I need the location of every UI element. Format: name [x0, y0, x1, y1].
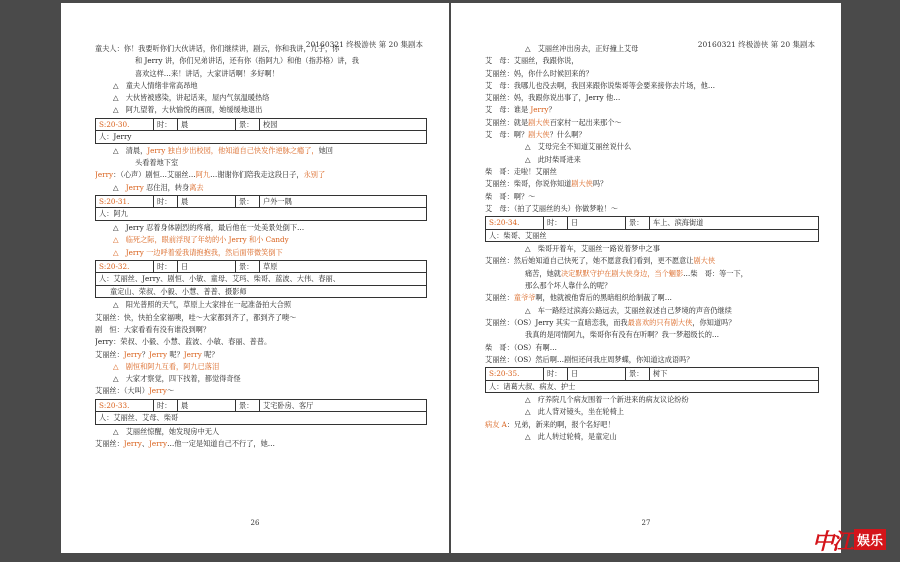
cast-row: [96, 412, 426, 424]
continuation-line: 我真的是同情阿九，柴哥你有没有在听啊？我一梦超级长的…: [525, 330, 720, 340]
watermark-logo: [812, 525, 886, 556]
highlight-text: 离去: [189, 182, 204, 192]
scene-location: 艾宅卧房、客厅: [263, 400, 314, 410]
dialogue-line: 艾 母：我哪儿也没去啊，我回来跟你说柴哥等会要来接你去片场，他…: [485, 80, 716, 90]
scene-row: [486, 368, 818, 381]
dialogue-line: [485, 117, 819, 129]
scene-cast: 人：诸葛大叔、病友、护士: [489, 381, 576, 391]
scene-cast: 人：Jerry: [99, 132, 132, 142]
cast-row: [96, 131, 426, 143]
scene-heading-table: [95, 399, 427, 425]
place-label: 景：: [236, 261, 260, 273]
continuation-line: 头看着地下室: [135, 158, 179, 168]
action-line: △ 此人转过轮椅，是童定山: [525, 432, 617, 442]
scene-cast: 人：艾丽丝、Jerry、剧恒、小敏、童母、艾玛、柴哥、蓝波、大伟、春丽、: [99, 274, 340, 284]
text-run: 吗？: [592, 179, 608, 189]
scene-time: 日: [178, 261, 236, 273]
dialogue-line: 柴 哥：啊？～: [485, 191, 536, 201]
place-label: 景：: [626, 368, 650, 380]
dialogue-line: 童夫人：你！我要听你们大伙讲话，你们继续讲，剧云，你和我讲，儿子，你: [95, 44, 340, 53]
text-run: ？: [141, 349, 150, 359]
action-line: △ 阿九望着，大伙愉悦的画面，她缓缓地退出: [113, 105, 263, 115]
scene-location: 树下: [653, 369, 668, 379]
dialogue-line: 艾 母：（拍了艾丽丝的头）你做梦啦！～: [485, 203, 618, 213]
time-label: 时：: [154, 261, 178, 273]
scene-number: S:20-34.: [486, 217, 544, 229]
dialogue-line: [95, 438, 427, 450]
text-run: 艾 母：谁是: [485, 105, 531, 115]
page-body: [485, 43, 819, 443]
dialogue-line: 艾丽丝：快，快拍全家福噢，哇～大家都到齐了，都到齐了噢～: [95, 312, 297, 322]
page-header: 20160321 终极游侠 第 20 集剧本: [697, 40, 815, 49]
page-number: 26: [250, 519, 260, 527]
script-page-left: [61, 3, 449, 553]
highlight-text: 决定默默守护在剧大侠身边，当个魍影: [560, 268, 684, 278]
script-page-right: [451, 3, 841, 553]
cast-row: [486, 381, 818, 393]
place-label: 景：: [236, 400, 260, 412]
scene-row: [486, 217, 818, 230]
text-run: 、: [141, 439, 150, 449]
text-run: ：兄弟，新来的啊，报个名好吧！: [506, 419, 615, 429]
time-label: 时：: [544, 217, 568, 229]
highlight-text: 剧大侠: [571, 179, 593, 189]
text-run: 呢？: [201, 349, 219, 359]
highlight-text: Jerry: [149, 439, 168, 449]
action-line: △ 大伙皆被感染，讲起话来，屋内气氛温暖热络: [113, 93, 270, 103]
scene-location: 车上、滨海街道: [653, 218, 704, 228]
text-run: △: [113, 182, 126, 192]
action-line: △ Jerry 一边呼着爱我请抱抱我，然后面带微笑倒下: [113, 247, 283, 257]
scene-time: 晨: [178, 196, 236, 208]
text-run: ？什么啊？: [549, 130, 586, 140]
dialogue-line: Jerry：荣叔、小毅、小慧、蓝波、小敏、春丽、普普。: [95, 337, 272, 347]
time-label: 时：: [154, 400, 178, 412]
highlight-text: Jerry: [148, 386, 167, 396]
action-line: △ 临死之际，眼前浮现了年幼的小 Jerry 和小 Candy: [113, 235, 289, 245]
action-line: △ Jerry 忍着身体剧烈的疼痛，最后他在一处美景处倒下…: [113, 222, 305, 232]
action-line: △ 阳光普照的天气，草原上大家排在一起准备拍大合照: [113, 300, 292, 310]
text-run: 她回: [318, 145, 333, 155]
place-label: 景：: [236, 119, 260, 131]
dialogue-line: 艾 母：艾丽丝，我跟你说，: [485, 56, 579, 66]
text-run: 艾丽丝：（大叫）: [95, 386, 149, 396]
scene-number: S:20-32.: [96, 261, 154, 273]
text-run: …柴 哥：等一下，: [683, 268, 748, 278]
highlight-text: 病友 A: [485, 419, 507, 429]
dialogue-line: [95, 169, 427, 181]
scene-number: S:20-33.: [96, 400, 154, 412]
dialogue-line: 柴 哥：走啦！艾丽丝: [485, 166, 557, 176]
scene-cast: 人：柴哥、艾丽丝: [489, 230, 547, 240]
highlight-text: Jerry: [95, 170, 114, 180]
action-line: △ 艾丽丝惊醒，她发现房中无人: [113, 426, 220, 436]
highlight-text: Jerry: [530, 105, 549, 115]
text-run: …他一定是知道自己不行了，她…: [167, 439, 275, 449]
dialogue-line: [95, 385, 427, 397]
place-label: 景：: [626, 217, 650, 229]
cast-row: [96, 208, 426, 220]
action-line: [95, 145, 427, 157]
text-run: 艾丽丝：（OS）Jerry 其实一直暗恋我，而我: [485, 317, 628, 327]
continuation-line: [485, 268, 819, 280]
text-run: …谢谢你们陪我走这段日子，: [210, 170, 304, 180]
scene-number: S:20-30.: [96, 119, 154, 131]
scene-heading-table: [95, 195, 427, 221]
text-run: 艾丽丝：然后她知道自己快死了，她不愿意我们看到，更不愿意让: [485, 256, 694, 266]
scene-row: [96, 400, 426, 413]
scene-time: 日: [568, 368, 626, 380]
text-run: ～: [166, 386, 175, 396]
text-run: ？: [548, 105, 556, 115]
cast-row: [486, 230, 818, 242]
highlight-text: 最喜欢的只有剧大侠: [627, 317, 693, 327]
time-label: 时：: [154, 119, 178, 131]
text-run: 百家村一起出来那个～: [549, 117, 622, 127]
text-run: △ 清晨，: [113, 145, 148, 155]
action-line: △ 艾母完全不知道艾丽丝说什么: [525, 142, 632, 152]
continuation-line: 喜欢这样…来！讲话，大家讲话啊！多好啊！: [135, 68, 279, 78]
highlight-text: Jerry: [123, 349, 142, 359]
watermark-tag: 娱乐: [854, 529, 886, 550]
scene-location: 户外一隅: [263, 196, 292, 206]
dialogue-line: 柴 哥：（OS）有啊…: [485, 342, 557, 352]
scene-location: 校园: [263, 119, 278, 129]
text-run: 呢？: [167, 349, 184, 359]
scene-heading-table: [485, 216, 819, 242]
text-run: ：（心声）剧恒…艾丽丝…: [113, 170, 196, 180]
action-line: [95, 182, 427, 194]
dialogue-line: [95, 349, 427, 361]
text-run: 痛苦，她就: [525, 268, 561, 278]
page-number: 27: [641, 519, 651, 527]
action-line: △ 此人背对镜头，坐在轮椅上: [525, 407, 624, 417]
highlight-text: Jerry: [123, 439, 142, 449]
dialogue-line: 艾丽丝：（OS）然后啊…剧恒还问我庄周梦蝶，你知道这成语吗？: [485, 354, 694, 364]
highlight-text: Jerry: [125, 182, 144, 192]
action-line: △ 剧恒和阿九互看，阿九已落泪: [113, 361, 220, 371]
scene-row: [96, 119, 426, 132]
action-line: △ 艾丽丝冲出房去，正好撞上艾母: [525, 44, 639, 53]
dialogue-line: [485, 255, 819, 267]
scene-number: S:20-31.: [96, 196, 154, 208]
dialogue-line: [485, 317, 819, 329]
scene-time: 晨: [178, 400, 236, 412]
scene-heading-table: [95, 118, 427, 144]
highlight-text: 剧大侠: [693, 256, 716, 266]
text-run: 艾 母：啊？: [485, 130, 529, 140]
scene-location: 草原: [263, 261, 278, 271]
highlight-text: Jerry 独自步出校园，他知道自己快发作逆脉之瘾了，: [147, 145, 319, 155]
text-run: ，你知道吗？: [692, 317, 736, 327]
highlight-text: 童爷爷: [513, 293, 536, 303]
text-run: 艾丽丝：就是: [485, 117, 529, 127]
action-line: △ 柴哥开着车，艾丽丝一路说着梦中之事: [525, 244, 660, 254]
text-run: 忍住泪，转身: [143, 182, 190, 192]
action-line: △ 疗养院几个病友围着一个新进来的病友议论纷纷: [525, 395, 689, 405]
action-line: △ 车一路经过滨海公路远去，艾丽丝叙述自己梦境的声音仍继续: [525, 305, 732, 315]
text-run: 啊，他就被他背后的黑暗组织给制裁了啊…: [535, 293, 672, 303]
highlight-text: 阿九: [195, 170, 211, 180]
scene-heading-table: [485, 367, 819, 393]
dialogue-line: [485, 419, 819, 431]
scene-cast: 人：艾丽丝、艾母、柴哥: [99, 413, 179, 423]
highlight-text: 永别了: [303, 170, 326, 180]
continuation-line: 和 Jerry 讲，你们兄弟讲话，还有你（指阿九）和他（指苏格）讲，我: [135, 56, 359, 66]
dialogue-line: 艾丽丝：妈，你什么时候回来的？: [485, 68, 593, 78]
action-line: △ 大家才察觉，四下找着，都觉得奇怪: [113, 374, 241, 384]
cast-row: [96, 286, 426, 298]
scene-time: 日: [568, 217, 626, 229]
text-run: 艾丽丝：: [95, 439, 124, 449]
cast-row: [96, 273, 426, 286]
dialogue-line: [485, 292, 819, 304]
watermark-brand: 中江: [812, 530, 853, 555]
text-run: 艾丽丝：: [95, 349, 124, 359]
continuation-line: 那么那个坏人靠什么的呢？: [525, 281, 612, 291]
page-header: 20160321 终极游侠 第 20 集剧本: [305, 40, 423, 49]
text-run: 艾丽丝：: [485, 293, 514, 303]
dialogue-line: [485, 104, 819, 116]
scene-time: 晨: [178, 119, 236, 131]
dialogue-line: 艾丽丝：妈，我跟你说出事了，Jerry 他…: [485, 93, 621, 103]
dialogue-line: [485, 129, 819, 141]
scene-row: [96, 261, 426, 274]
place-label: 景：: [236, 196, 260, 208]
highlight-text: 剧大侠: [528, 117, 550, 127]
scene-heading-table: [95, 260, 427, 299]
highlight-text: Jerry: [149, 349, 168, 359]
highlight-text: Jerry: [183, 349, 202, 359]
dialogue-line: [485, 178, 819, 190]
time-label: 时：: [154, 196, 178, 208]
scene-cast: 童定山、荣叔、小毅、小慧、普普、摄影师: [110, 286, 247, 296]
action-line: △ 此时柴哥进来: [525, 154, 581, 164]
time-label: 时：: [544, 368, 568, 380]
scene-cast: 人：阿九: [99, 209, 128, 219]
text-run: 艾丽丝：柴哥，你说你知道: [485, 179, 572, 189]
dialogue-line: 剧 恒：大家看看有没有谁没到啊？: [95, 324, 211, 334]
highlight-text: 剧大侠: [528, 130, 550, 140]
scene-number: S:20-35.: [486, 368, 544, 380]
page-body: [95, 43, 427, 450]
scene-row: [96, 196, 426, 209]
action-line: △ 童夫人情绪非常高昂地: [113, 80, 198, 90]
